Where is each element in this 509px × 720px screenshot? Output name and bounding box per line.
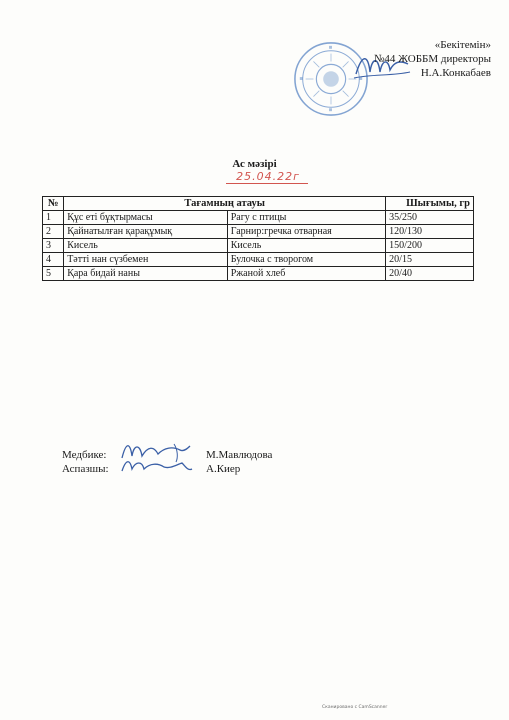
- dish-yield: 20/40: [386, 267, 474, 281]
- header-dish-name: Тағамның атауы: [64, 197, 386, 211]
- table-row: [43, 253, 474, 267]
- dish-yield: 35/250: [386, 211, 474, 225]
- row-number: 1: [43, 211, 64, 225]
- row-number: 5: [43, 267, 64, 281]
- dish-name-ru: Гарнир:гречка отварная: [227, 225, 385, 239]
- header-yield: Шығымы, гр: [386, 197, 474, 211]
- dish-name-kz: Кисель: [64, 239, 228, 253]
- signature-role: Аспазшы:: [62, 463, 109, 475]
- table-row: [43, 239, 474, 253]
- signature-block: [62, 448, 302, 476]
- menu-title: Ас мәзірі: [232, 158, 277, 170]
- handwritten-date: 25.04.22г: [236, 170, 300, 183]
- dish-name-kz: Тәтті нан сүзбемен: [64, 253, 228, 267]
- approval-block: [374, 38, 491, 80]
- signature-name: А.Киер: [206, 463, 241, 475]
- table-row: [43, 267, 474, 281]
- dish-name-ru: Булочка с творогом: [227, 253, 385, 267]
- dish-name-kz: Құс еті бұқтырмасы: [64, 211, 228, 225]
- dish-yield: 20/15: [386, 253, 474, 267]
- dish-name-kz: Қара бидай наны: [64, 267, 228, 281]
- table-row: [43, 211, 474, 225]
- dish-yield: 120/130: [386, 225, 474, 239]
- date-underline: [226, 183, 308, 184]
- header-number: №: [43, 197, 64, 211]
- approval-heading: «Бекітемін»: [434, 39, 491, 51]
- table-row: [43, 225, 474, 239]
- approval-position: №44 ЖОББМ директоры: [373, 53, 491, 65]
- signature-role: Медбике:: [62, 449, 107, 461]
- dish-name-ru: Ржаной хлеб: [227, 267, 385, 281]
- dish-yield: 150/200: [386, 239, 474, 253]
- signature-name: М.Мавлюдова: [206, 449, 273, 461]
- table-header-row: [43, 197, 474, 211]
- dish-name-ru: Кисель: [227, 239, 385, 253]
- approval-name: Н.А.Конкабаев: [420, 67, 491, 79]
- scanner-footer: Сканировано с CamScanner: [322, 705, 388, 710]
- menu-table: [42, 196, 474, 281]
- row-number: 4: [43, 253, 64, 267]
- dish-name-kz: Қайнатылған қарақұмық: [64, 225, 228, 239]
- dish-name-ru: Рагу с птицы: [227, 211, 385, 225]
- signature-row-nurse: [62, 448, 302, 462]
- row-number: 3: [43, 239, 64, 253]
- row-number: 2: [43, 225, 64, 239]
- signature-row-cook: [62, 462, 302, 476]
